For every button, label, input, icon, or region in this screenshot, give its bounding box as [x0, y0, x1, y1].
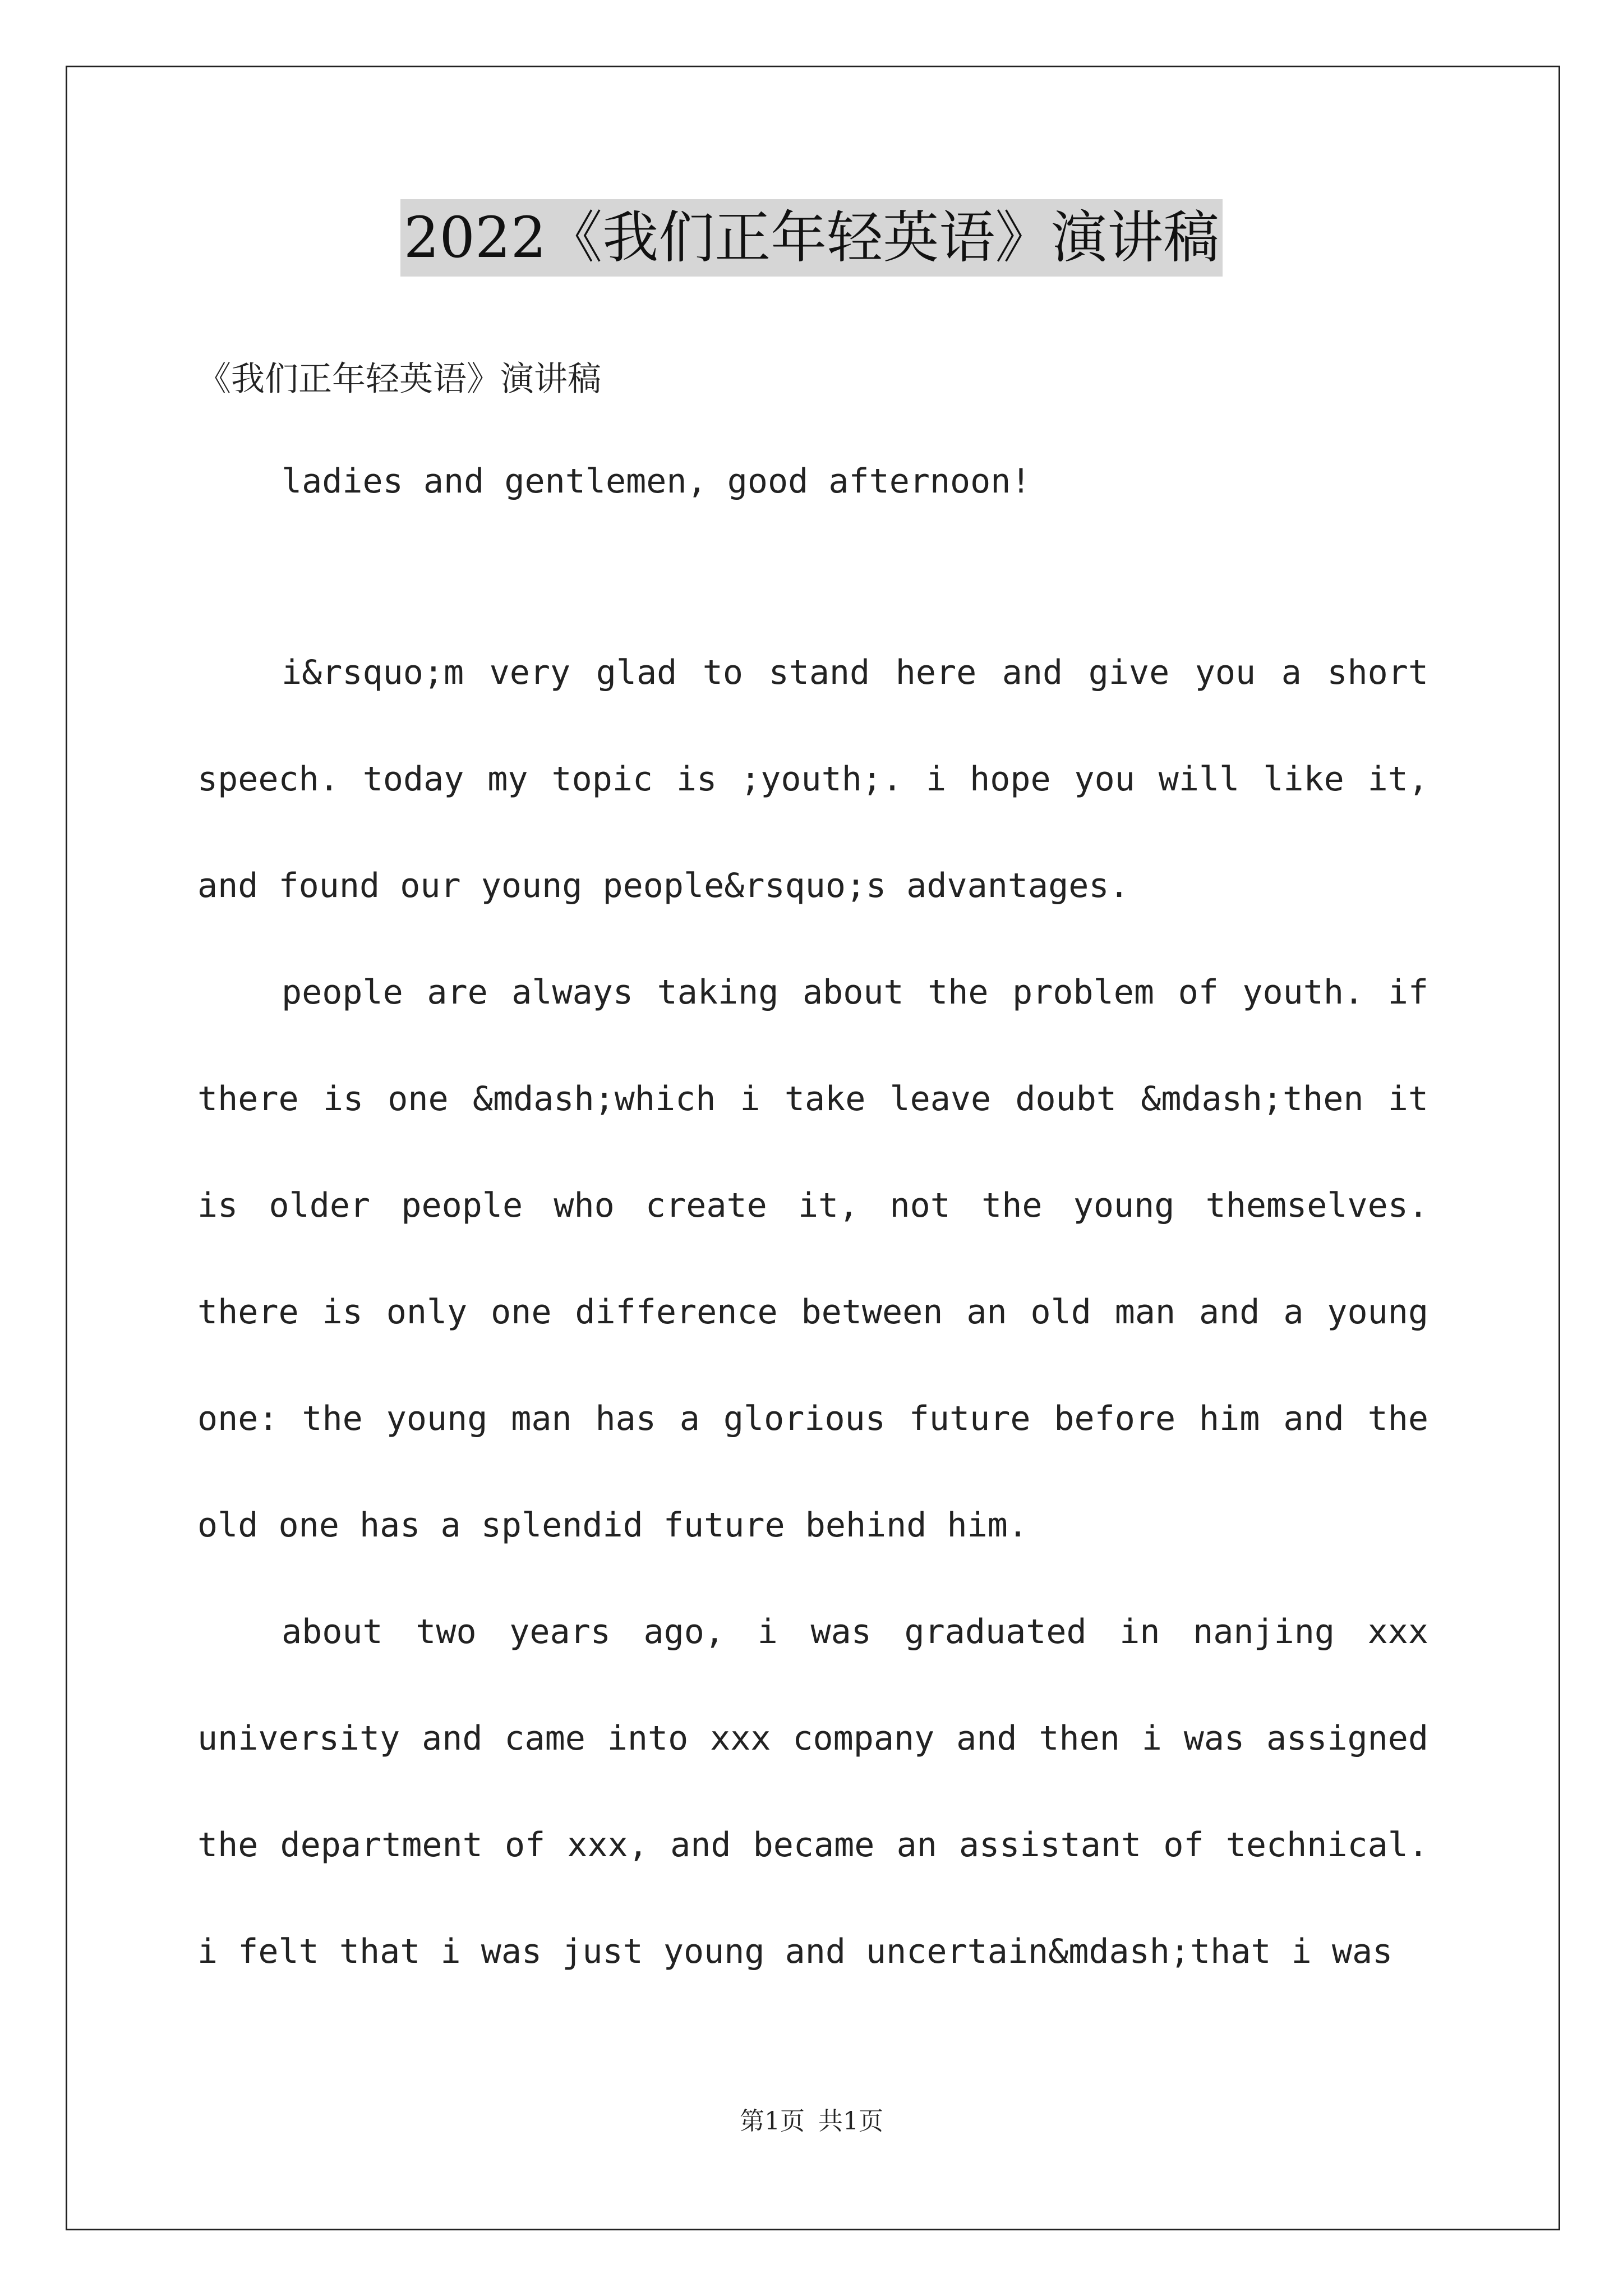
body-paragraph: people are always taking about the problem of youth. if there is one &mdash;which i take leave doubt &mdash;then it is older people who create it, not the young themselves. there is only one difference between an old man and a young one: the young man has a glorious future before him and the old one has a splendid future behind him. [197, 973, 1428, 1545]
greeting-line: ladies and gentlemen, good afternoon! [282, 462, 1031, 501]
page-footer: 第1页 共1页 [740, 2107, 883, 2136]
body-paragraph: about two years ago, i was graduated in nanjing xxx university and came into xxx company and then i was assigned the department of xxx, and became an assistant of technical. i felt that i was just young and uncertain&mdash;that i was [197, 1612, 1428, 1971]
body-paragraph: i&rsquo;m very glad to stand here and give you a short speech. today my topic is ;youth;. i hope you will like it, and found our young people&rsquo;s advantages. [197, 653, 1428, 905]
document-title: 2022《我们正年轻英语》演讲稿 [400, 199, 1223, 277]
title-container [0, 199, 1623, 277]
document-subtitle: 《我们正年轻英语》演讲稿 [197, 360, 601, 399]
document-body [197, 348, 1428, 2005]
